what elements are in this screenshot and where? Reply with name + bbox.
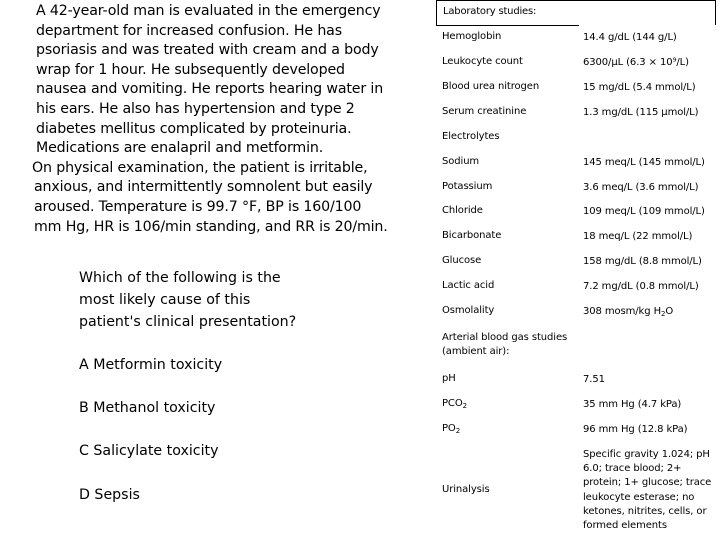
lab-name: Potassium xyxy=(442,181,493,192)
lab-name: Leukocyte count xyxy=(442,56,523,67)
lab-name: Chloride xyxy=(442,205,483,216)
exam-line: mm Hg, HR is 106/min standing, and RR is 20/min. xyxy=(34,218,388,235)
lab-value: 7.2 mg/dL (0.8 mmol/L) xyxy=(583,281,699,292)
lab-value: 158 mg/dL (8.8 mmol/L) xyxy=(583,256,702,267)
exam-line: anxious, and intermittently somnolent but easily xyxy=(34,179,373,196)
question-line: patient's clinical presentation? xyxy=(79,314,297,330)
lab-value: 145 meq/L (145 mmol/L) xyxy=(583,157,705,168)
choice-d[interactable]: D Sepsis xyxy=(79,487,140,503)
case-line: nausea and vomiting. He reports hearing water in xyxy=(36,81,384,98)
lab-value: 1.3 mg/dL (115 µmol/L) xyxy=(583,107,699,118)
lab-section-heading: Electrolytes xyxy=(442,131,500,142)
physical-exam-paragraph xyxy=(32,159,414,237)
choice-c[interactable]: C Salicylate toxicity xyxy=(79,443,219,459)
case-line: A 42-year-old man is evaluated in the emergency xyxy=(36,3,381,19)
lab-name: Serum creatinine xyxy=(442,106,527,117)
lab-name: Glucose xyxy=(442,255,482,266)
lab-name: $PCO_2$ xyxy=(442,398,467,410)
case-line: Medications are enalapril and metformin. xyxy=(36,140,324,157)
lab-name: Sodium xyxy=(442,156,480,167)
lab-value: 7.51 xyxy=(583,374,605,385)
lab-value: 14.4 g/dL (144 g/L) xyxy=(583,32,677,43)
lab-value: 35 mm Hg (4.7 kPa) xyxy=(583,399,682,410)
question-prompt xyxy=(79,267,329,333)
lab-value: Specific gravity 1.024; pH 6.0; trace blood; 2+ protein; 1+ glucose; trace leukocyte esterase; no ketones, nitrites, cells, or formed elements xyxy=(583,449,712,532)
case-line: psoriasis and was treated with cream and a body xyxy=(36,42,379,59)
lab-value: 6300/µL (6.3 × 10⁹/L) xyxy=(583,57,689,68)
case-line: department for increased confusion. He has xyxy=(36,22,342,39)
lab-studies-title: Laboratory studies: xyxy=(443,6,537,17)
exam-line: On physical examination, the patient is irritable, xyxy=(32,159,368,176)
lab-studies-header xyxy=(436,0,716,25)
lab-name: Bicarbonate xyxy=(442,230,502,241)
case-stem xyxy=(34,2,414,237)
choice-a[interactable]: A Metformin toxicity xyxy=(79,357,223,373)
lab-name: Lactic acid xyxy=(442,280,495,291)
lab-value: 15 mg/dL (5.4 mmol/L) xyxy=(583,82,696,93)
lab-value: 18 meq/L (22 mmol/L) xyxy=(583,231,693,242)
question-line: most likely cause of this xyxy=(79,292,251,308)
case-line: diabetes mellitus complicated by proteinuria. xyxy=(36,120,352,137)
lab-value: 308 mosm/kg $H_2O$ xyxy=(583,306,674,318)
lab-value: 3.6 meq/L (3.6 mmol/L) xyxy=(583,182,699,193)
lab-value: 109 meq/L (109 mmol/L) xyxy=(583,206,705,217)
lab-value: 96 mm Hg (12.8 kPa) xyxy=(583,424,688,435)
case-line: wrap for 1 hour. He subsequently developed xyxy=(36,61,345,78)
case-history-paragraph xyxy=(34,2,414,159)
lab-name: $PO_2$ xyxy=(442,423,461,435)
choice-b[interactable]: B Methanol toxicity xyxy=(79,400,216,416)
lab-name: pH xyxy=(442,373,456,384)
lab-name: Urinalysis xyxy=(442,484,490,495)
lab-name: Hemoglobin xyxy=(442,31,502,42)
header-underline xyxy=(436,25,579,27)
case-line: his ears. He also has hypertension and type 2 xyxy=(36,100,355,117)
lab-name: Blood urea nitrogen xyxy=(442,81,540,92)
question-line: Which of the following is the xyxy=(79,270,281,286)
exam-line: aroused. Temperature is 99.7 °F, BP is 160/100 xyxy=(34,198,362,215)
lab-name: Osmolality xyxy=(442,305,495,316)
lab-section-heading: Arterial blood gas studies (ambient air): xyxy=(442,332,568,357)
